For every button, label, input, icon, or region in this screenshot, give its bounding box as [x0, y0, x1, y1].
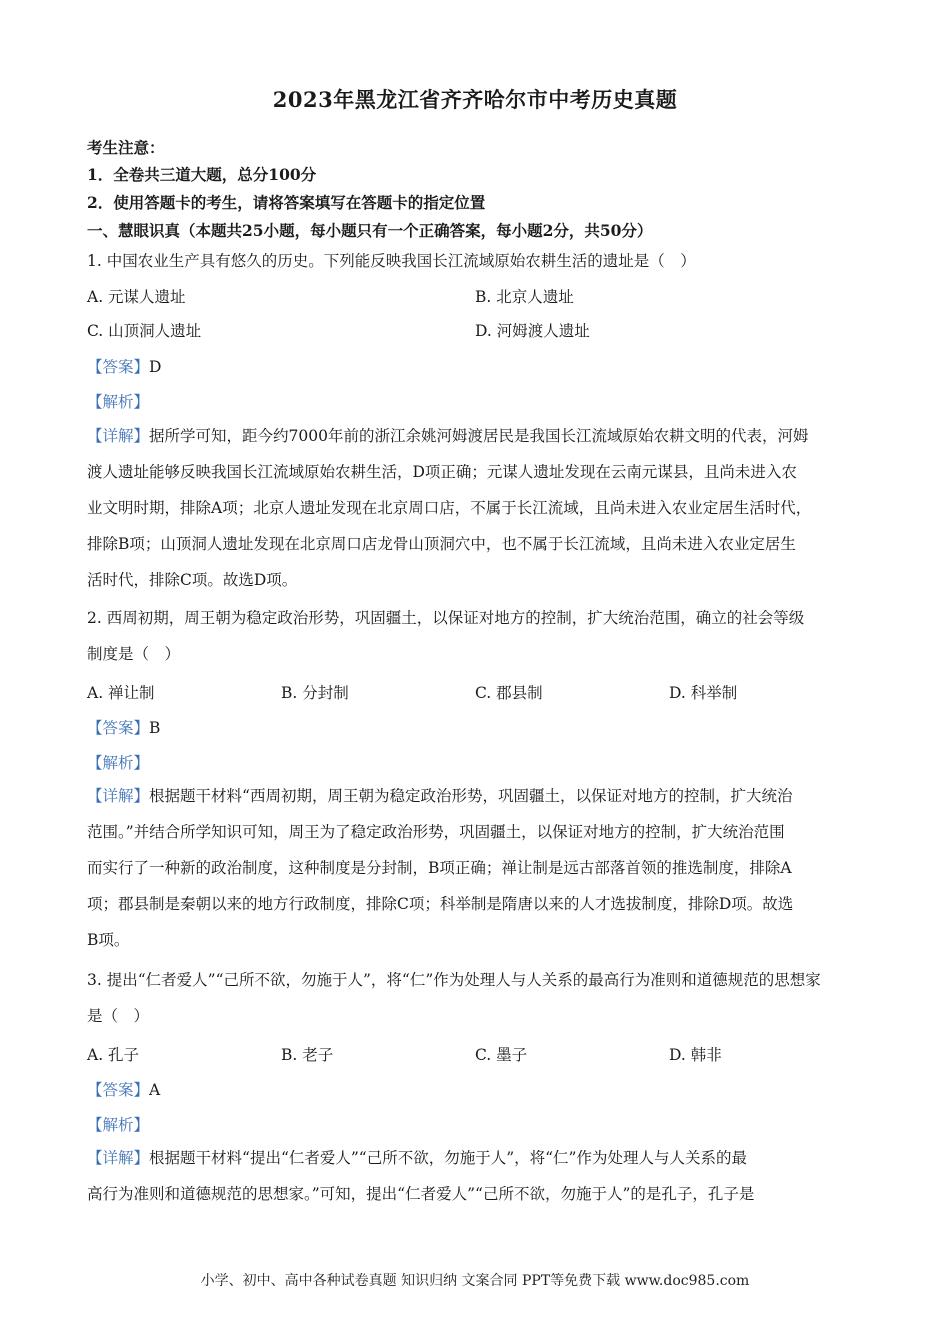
q3-option-c: C. 墨子	[475, 1046, 528, 1064]
q2-detail	[87, 778, 865, 958]
detail-tag: 【详解】	[87, 427, 150, 445]
q2-analysis-tag	[87, 751, 149, 773]
q3-stem-line: 3. 提出“仁者爱人”“己所不欲，勿施于人”，将“仁”作为处理人与人关系的最高行为准则和道德规范的思想家	[87, 971, 821, 989]
q3-option-d: D. 韩非	[669, 1046, 722, 1064]
q2-detail-line	[87, 778, 865, 814]
q2-detail-line: B项。	[87, 931, 130, 949]
page-footer: 小学、初中、高中各种试卷真题 知识归纳 文案合同 PPT等免费下载 www.doc985.com	[200, 1273, 750, 1289]
q1-option-a: A. 元谋人遗址	[87, 288, 186, 306]
answer-tag: 【答案】	[87, 358, 150, 376]
q1-answer-value: D	[149, 358, 162, 376]
q3-stem-line: 是（ ）	[87, 1007, 150, 1025]
q2-stem-line: 2. 西周初期，周王朝为稳定政治形势，巩固疆土，以保证对地方的控制，扩大统治范围，确立的社会等级	[87, 609, 805, 627]
q1-option-c: C. 山顶洞人遗址	[87, 322, 202, 340]
q3-detail-line	[87, 1140, 865, 1176]
q1-detail-line: 业文明时期，排除A项；北京人遗址发现在北京周口店，不属于长江流域，且尚未进入农业定居生活时代，	[87, 499, 812, 517]
notice-item-1: 1．全卷共三道大题，总分100分	[87, 165, 317, 184]
question-1-stem: 1. 中国农业生产具有悠久的历史。下列能反映我国长江流域原始农耕生活的遗址是（ ）	[87, 252, 696, 270]
q1-detail-line: 渡人遗址能够反映我国长江流域原始农耕生活，D项正确；元谋人遗址发现在云南元谋县，且尚未进入农	[87, 463, 797, 481]
q1-detail-line: 排除B项；山顶洞人遗址发现在北京周口店龙骨山顶洞穴中，也不属于长江流域，且尚未进入农业定居生	[87, 535, 796, 553]
detail-tag: 【详解】	[87, 787, 150, 805]
notice-heading: 考生注意：	[87, 138, 165, 157]
q1-detail-text: 据所学可知，距今约7000年前的浙江余姚河姆渡居民是我国长江流域原始农耕文明的代表，河姆	[149, 427, 809, 445]
q3-detail	[87, 1140, 865, 1212]
q2-stem-line: 制度是（ ）	[87, 645, 181, 663]
q3-option-a: A. 孔子	[87, 1046, 140, 1064]
q2-option-c: C. 郡县制	[475, 684, 543, 702]
q2-option-d: D. 科举制	[669, 684, 738, 702]
q2-detail-line: 项；郡县制是秦朝以来的地方行政制度，排除C项；科举制是隋唐以来的人才选拔制度，排除D项。故选	[87, 895, 794, 913]
q2-detail-line: 范围。”并结合所学知识可知，周王为了稳定政治形势，巩固疆土，以保证对地方的控制，扩大统治范围	[87, 823, 785, 841]
q2-option-b: B. 分封制	[281, 684, 349, 702]
q2-detail-line: 而实行了一种新的政治制度，这种制度是分封制，B项正确；禅让制是远古部落首领的推选制度，排除A	[87, 859, 792, 877]
answer-tag: 【答案】	[87, 719, 150, 737]
q1-option-d: D. 河姆渡人遗址	[475, 322, 590, 340]
notice-item-2: 2．使用答题卡的考生，请将答案填写在答题卡的指定位置	[87, 193, 486, 212]
detail-tag: 【详解】	[87, 1149, 150, 1167]
q1-analysis-tag	[87, 390, 149, 412]
section-heading: 一、慧眼识真（本题共25小题，每小题只有一个正确答案，每小题2分，共50分）	[87, 221, 653, 240]
question-3-stem	[87, 962, 865, 1034]
q3-detail-text: 根据题干材料“提出“仁者爱人”“己所不欲，勿施于人”，将“仁”作为处理人与人关系的最	[149, 1149, 747, 1167]
q1-detail-line	[87, 418, 865, 454]
question-2-stem	[87, 600, 865, 672]
analysis-tag: 【解析】	[87, 1116, 150, 1134]
q2-answer	[87, 716, 160, 738]
page-title: 2023年黑龙江省齐齐哈尔市中考历史真题	[272, 87, 678, 112]
q3-answer-value: A	[149, 1081, 161, 1099]
q1-answer	[87, 355, 161, 377]
q3-analysis-tag	[87, 1113, 149, 1135]
q2-option-a: A. 禅让制	[87, 684, 155, 702]
analysis-tag: 【解析】	[87, 754, 150, 772]
q3-detail-line: 高行为准则和道德规范的思想家。”可知，提出“仁者爱人”“己所不欲，勿施于人”的是孔子，孔子是	[87, 1185, 755, 1203]
analysis-tag: 【解析】	[87, 393, 150, 411]
q1-option-b: B. 北京人遗址	[475, 288, 574, 306]
answer-tag: 【答案】	[87, 1081, 150, 1099]
q1-detail-line: 活时代，排除C项。故选D项。	[87, 571, 298, 589]
q3-answer	[87, 1078, 160, 1100]
q1-detail	[87, 418, 865, 598]
q3-option-b: B. 老子	[281, 1046, 334, 1064]
q2-detail-text: 根据题干材料“西周初期，周王朝为稳定政治形势，巩固疆土，以保证对地方的控制，扩大统治	[149, 787, 793, 805]
q2-answer-value: B	[149, 719, 161, 737]
